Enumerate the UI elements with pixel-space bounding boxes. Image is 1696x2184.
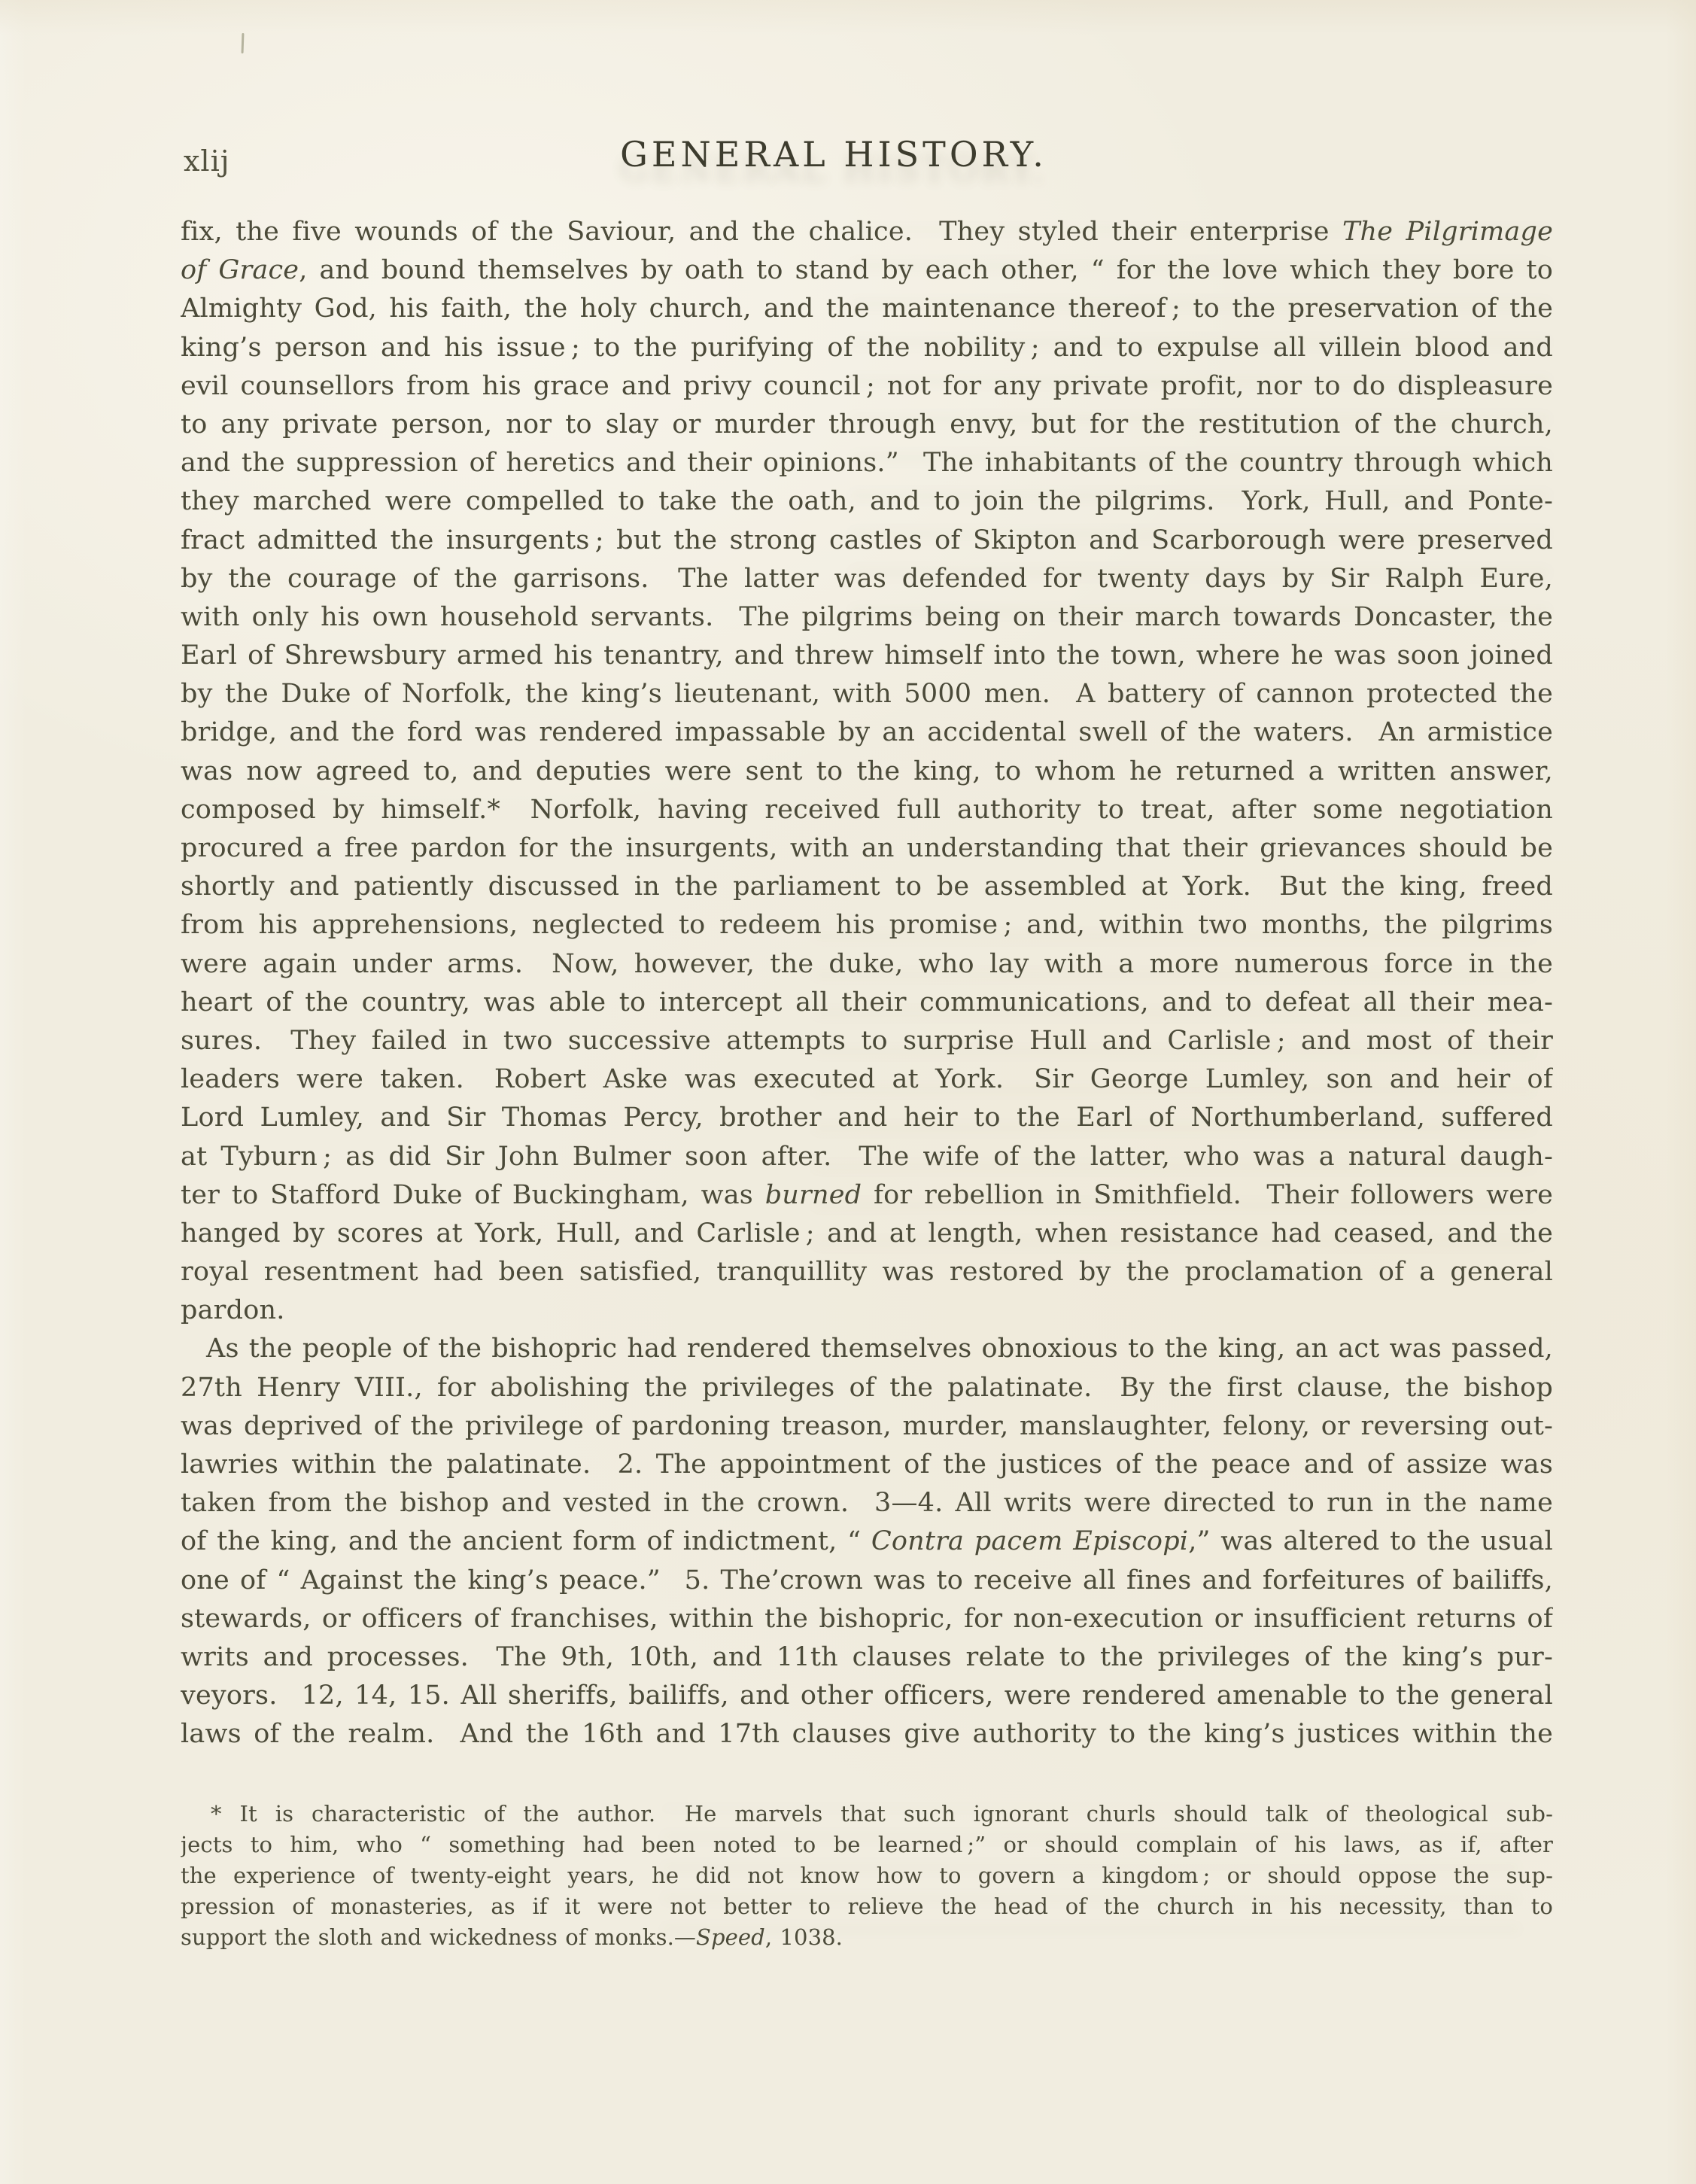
footnote — [181, 1799, 1553, 1953]
text-line: at Tyburn ; as did Sir John Bulmer soon after. The wife of the latter, who was a natural daugh- — [181, 1141, 1553, 1172]
text-line: hanged by scores at York, Hull, and Carlisle ; and at length, when resistance had ceased, and the — [181, 1218, 1553, 1249]
text-line: Earl of Shrewsbury armed his tenantry, and threw himself into the town, where he was soon joined — [181, 640, 1553, 671]
paragraph — [181, 1799, 1553, 1953]
running-head: GENERAL HISTORY. — [620, 134, 1047, 175]
text-line: Almighty God, his faith, the holy church, and the maintenance thereof ; to the preservation of the — [181, 294, 1553, 324]
text-line: support the sloth and wickedness of monks.—Speed, 1038. — [181, 1924, 843, 1950]
text-line: * It is characteristic of the author. He marvels that such ignorant churls should talk of theological sub- — [211, 1801, 1553, 1827]
text-line: they marched were compelled to take the oath, and to join the pilgrims. York, Hull, and Ponte- — [181, 486, 1553, 517]
text-line: leaders were taken. Robert Aske was executed at York. Sir George Lumley, son and heir of — [181, 1064, 1553, 1095]
body-text — [181, 213, 1553, 1754]
text-line: As the people of the bishopric had rendered themselves obnoxious to the king, an act was passed, — [206, 1334, 1553, 1364]
text-line: pardon. — [181, 1295, 285, 1326]
paragraph — [181, 1330, 1553, 1754]
text-line: to any private person, nor to slay or murder through envy, but for the restitution of the church, — [181, 409, 1553, 440]
text-line: was deprived of the privilege of pardoning treason, murder, manslaughter, felony, or reversing out- — [181, 1410, 1553, 1441]
page-header — [181, 134, 1553, 187]
text-line: royal resentment had been satisfied, tranquillity was restored by the proclamation of a general — [181, 1257, 1553, 1288]
text-line: stewards, or officers of franchises, within the bishopric, for non-execution or insufficient returns of — [181, 1603, 1553, 1634]
text-line: from his apprehensions, neglected to redeem his promise ; and, within two months, the pilgrims — [181, 910, 1553, 941]
text-line: laws of the realm. And the 16th and 17th clauses give authority to the king’s justices within the — [181, 1719, 1553, 1750]
text-line: lawries within the palatinate. 2. The appointment of the justices of the peace and of assize was — [181, 1449, 1553, 1480]
text-line: procured a free pardon for the insurgents, with an understanding that their grievances should be — [181, 833, 1553, 863]
text-line: one of “ Against the king’s peace.” 5. The’crown was to receive all fines and forfeitures of bailiffs, — [181, 1565, 1553, 1595]
text-line: writs and processes. The 9th, 10th, and 11th clauses relate to the privileges of the king’s pur- — [181, 1641, 1553, 1672]
text-line: bridge, and the ford was rendered impassable by an accidental swell of the waters. An armistice — [181, 717, 1553, 748]
text-line: veyors. 12, 14, 15. All sheriffs, bailiffs, and other officers, were rendered amenable to the general — [181, 1681, 1553, 1711]
text-line: Lord Lumley, and Sir Thomas Percy, brother and heir to the Earl of Northumberland, suffered — [181, 1103, 1553, 1133]
stray-mark — [242, 33, 245, 53]
text-line: jects to him, who “ something had been noted to be learned ;” or should complain of his laws, as if, after — [181, 1832, 1553, 1857]
text-line: the experience of twenty-eight years, he did not know how to govern a kingdom ; or should oppose the sup- — [181, 1863, 1553, 1888]
text-line: 27th Henry VIII., for abolishing the privileges of the palatinate. By the first clause, the bishop — [181, 1372, 1553, 1403]
text-line: by the courage of the garrisons. The latter was defended for twenty days by Sir Ralph Eure, — [181, 563, 1553, 594]
text-line: fract admitted the insurgents ; but the strong castles of Skipton and Scarborough were preserved — [181, 525, 1553, 555]
text-line: shortly and patiently discussed in the parliament to be assembled at York. But the king, freed — [181, 871, 1553, 902]
text-line: was now agreed to, and deputies were sent to the king, to whom he returned a written answer, — [181, 756, 1553, 786]
text-line: taken from the bishop and vested in the crown. 3—4. All writs were directed to run in the name — [181, 1488, 1553, 1519]
text-line: by the Duke of Norfolk, the king’s lieutenant, with 5000 men. A battery of cannon protected the — [181, 679, 1553, 710]
text-line: with only his own household servants. The pilgrims being on their march towards Doncaster, the — [181, 601, 1553, 632]
page-number: xlij — [184, 144, 230, 178]
text-line: of Grace, and bound themselves by oath to stand by each other, “ for the love which they bore to — [181, 255, 1553, 286]
text-line: ter to Stafford Duke of Buckingham, was burned for rebellion in Smithfield. Their followers were — [181, 1179, 1553, 1210]
text-line: and the suppression of heretics and their opinions.” The inhabitants of the country through which — [181, 448, 1553, 479]
text-line: fix, the five wounds of the Saviour, and the chalice. They styled their enterprise The Pilgrimage — [181, 217, 1553, 247]
text-line: sures. They failed in two successive attempts to surprise Hull and Carlisle ; and most of their — [181, 1025, 1553, 1056]
text-line: king’s person and his issue ; to the purifying of the nobility ; and to expulse all villein blood and — [181, 332, 1553, 363]
paragraph — [181, 213, 1553, 1330]
text-line: pression of monasteries, as if it were not better to relieve the head of the church in his necessity, than to — [181, 1894, 1553, 1919]
text-line: were again under arms. Now, however, the duke, who lay with a more numerous force in the — [181, 948, 1553, 979]
text-line: of the king, and the ancient form of indictment, “ Contra pacem Episcopi,” was altered to the usual — [181, 1526, 1553, 1557]
text-line: evil counsellors from his grace and privy council ; not for any private profit, nor to do displeasure — [181, 370, 1553, 401]
text-line: heart of the country, was able to intercept all their communications, and to defeat all their mea- — [181, 987, 1553, 1017]
text-line: composed by himself.* Norfolk, having received full authority to treat, after some negotiation — [181, 794, 1553, 825]
